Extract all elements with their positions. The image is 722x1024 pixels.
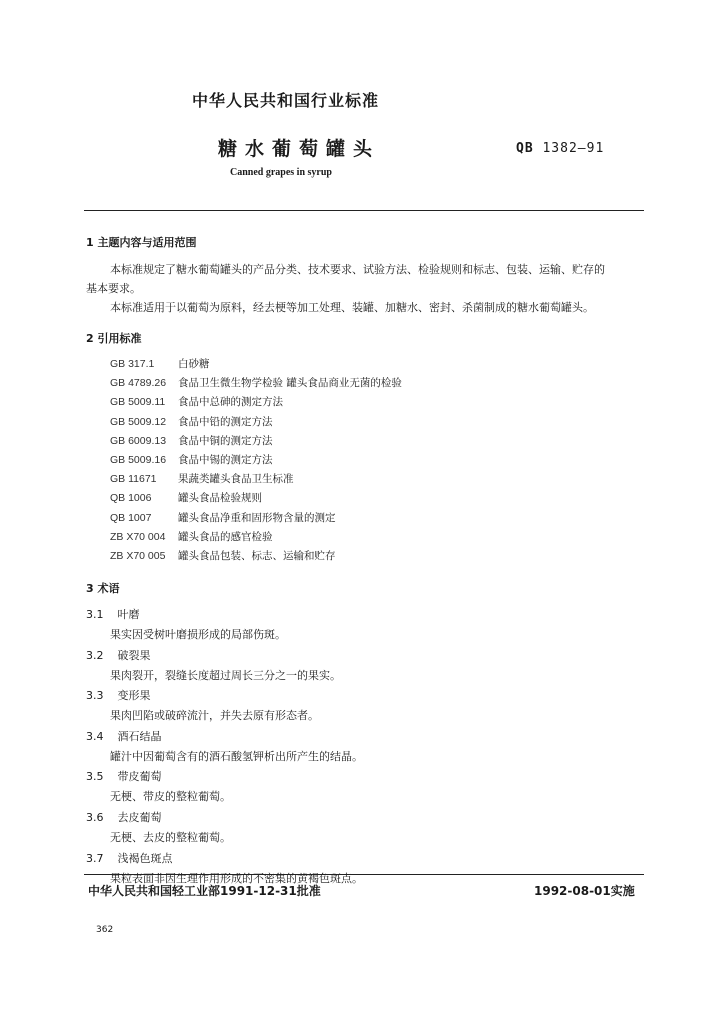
reference-item — [110, 433, 273, 448]
term-name: 叶磨 — [117, 608, 140, 621]
reference-code: GB 5009.16 — [110, 454, 167, 466]
section-1-para-1-line-2: 基本要求。 — [86, 282, 141, 295]
standard-type-heading: 中华人民共和国行业标准 — [192, 91, 380, 110]
term-name: 带皮葡萄 — [117, 770, 162, 784]
reference-title: 罐头食品包装、标志、运输和贮存 — [178, 550, 336, 562]
section-1-heading: 1 主题内容与适用范围 — [86, 236, 197, 249]
term-heading — [86, 809, 162, 825]
reference-title: 食品卫生微生物学检验 罐头食品商业无菌的检验 — [178, 377, 402, 390]
standard-code-prefix: QB — [516, 141, 534, 156]
section-3-heading: 3 术语 — [86, 582, 120, 595]
reference-code: ZB X70 004 — [110, 530, 166, 543]
term-definition: 无梗、去皮的整粒葡萄。 — [110, 831, 231, 844]
reference-code: GB 11671 — [110, 473, 157, 486]
term-heading — [86, 850, 173, 866]
reference-item — [110, 490, 262, 505]
reference-title: 罐头食品检验规则 — [178, 492, 262, 505]
reference-code: GB 5009.12 — [110, 415, 167, 428]
reference-title: 罐头食品的感官检验 — [178, 530, 273, 543]
term-definition: 无梗、带皮的整粒葡萄。 — [110, 790, 231, 804]
term-definition: 果粒表面非因生理作用形成的不密集的黄褐色斑点。 — [110, 871, 363, 885]
reference-item — [110, 375, 402, 390]
term-number: 3.5 — [86, 770, 104, 784]
reference-item — [110, 510, 336, 525]
reference-code: ZB X70 005 — [110, 550, 166, 562]
term-number: 3.1 — [86, 608, 104, 621]
standard-code — [516, 141, 604, 156]
reference-item — [110, 394, 283, 409]
term-number: 3.6 — [86, 811, 104, 824]
reference-item — [110, 356, 210, 371]
reference-code: QB 1006 — [110, 492, 152, 505]
standard-code-number: 1382—91 — [542, 141, 605, 156]
term-name: 去皮葡萄 — [117, 811, 162, 824]
approval-statement: 中华人民共和国轻工业部1991-12-31批准 — [88, 884, 321, 898]
reference-code: GB 4789.26 — [110, 377, 167, 390]
term-definition: 果肉裂开，裂缝长度超过周长三分之一的果实。 — [110, 668, 341, 682]
reference-code: GB 6009.13 — [110, 434, 167, 447]
section-1-para-1-line-1: 本标准规定了糖水葡萄罐头的产品分类、技术要求、试验方法、检验规则和标志、包装、运输、贮存的 — [110, 263, 605, 276]
term-definition: 罐汁中因葡萄含有的酒石酸氢钾析出所产生的结晶。 — [110, 749, 363, 763]
reference-item — [110, 548, 336, 563]
reference-title: 食品中铜的测定方法 — [178, 434, 273, 447]
term-number: 3.3 — [86, 689, 104, 703]
reference-title: 罐头食品净重和固形物含量的测定 — [178, 511, 336, 524]
reference-title: 白砂糖 — [178, 358, 210, 370]
term-name: 浅褐色斑点 — [117, 851, 173, 865]
term-heading — [86, 606, 140, 622]
term-definition: 果肉凹陷或破碎流汁，并失去原有形态者。 — [110, 709, 319, 723]
term-heading — [86, 768, 162, 784]
term-heading — [86, 647, 151, 663]
header-divider — [84, 210, 644, 211]
implementation-date: 1992-08-01实施 — [534, 884, 635, 898]
document-title: 糖水葡萄罐头 — [218, 138, 381, 160]
term-number: 3.2 — [86, 648, 104, 662]
reference-code: GB 5009.11 — [110, 396, 166, 409]
reference-item — [110, 414, 273, 429]
term-number: 3.7 — [86, 851, 104, 865]
page-number: 362 — [96, 925, 114, 935]
term-name: 酒石结晶 — [117, 729, 162, 743]
reference-code: GB 317.1 — [110, 358, 155, 370]
term-definition: 果实因受树叶磨损形成的局部伤斑。 — [110, 628, 286, 641]
reference-title: 食品中锡的测定方法 — [178, 454, 273, 466]
reference-code: QB 1007 — [110, 511, 152, 524]
reference-item — [110, 471, 294, 486]
reference-title: 果蔬类罐头食品卫生标准 — [178, 473, 294, 486]
footer-divider — [84, 874, 644, 875]
term-heading — [86, 687, 151, 703]
term-heading — [86, 728, 162, 744]
term-name: 变形果 — [117, 689, 151, 703]
reference-item — [110, 529, 273, 544]
reference-title: 食品中总砷的测定方法 — [178, 396, 283, 409]
term-number: 3.4 — [86, 729, 104, 743]
term-name: 破裂果 — [117, 648, 151, 662]
reference-title: 食品中铅的测定方法 — [178, 415, 273, 428]
reference-item — [110, 452, 273, 467]
english-subtitle: Canned grapes in syrup — [230, 167, 332, 178]
section-1-para-2: 本标准适用于以葡萄为原料，经去梗等加工处理、装罐、加糖水、密封、杀菌制成的糖水葡萄罐头。 — [110, 301, 594, 314]
section-2-heading: 2 引用标准 — [86, 332, 142, 345]
